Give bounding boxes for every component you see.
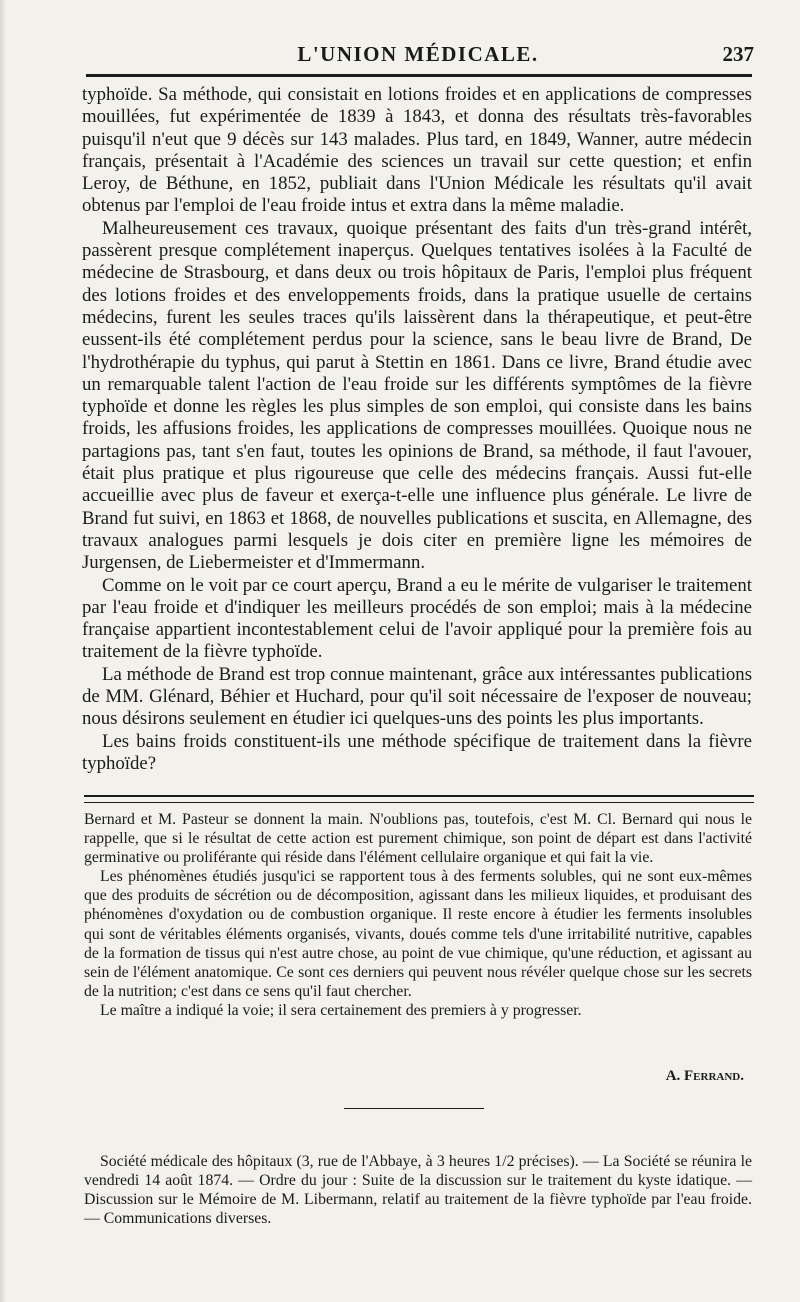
footnote-block <box>84 810 752 1020</box>
notice-paragraph: Société médicale des hôpitaux (3, rue de l'Abbaye, à 3 heures 1/2 précises). — La Société se réunira le vendredi 14 août 1874. — Ordre du jour : Suite de la discussion sur le traitement du kyste idatique. — Discussion sur le Mémoire de M. Libermann, relatif au traitement de la fièvre typhoïde par l'eau froide. — Communications diverses. <box>84 1153 752 1228</box>
header-rule <box>86 74 752 77</box>
main-body-text <box>82 84 752 775</box>
footnote-paragraph: Les phénomènes étudiés jusqu'ici se rapportent tous à des ferments solubles, qui ne sont eux-mêmes que des produits de sécrétion ou de décomposition, agissant dans les milieux liquides, et produisant des phénomènes d'oxydation ou de combustion organique. Il reste encore à étudier les ferments insolubles qui sont de véritables éléments organisés, vivants, doués comme tels d'une irritabilité nutritive, capables de la formation de tissus qui n'est autre chose, au point de vue chimique, qu'une réduction, et agissant au sein de l'élément anatomique. Ce sont ces derniers qui peuvent nous révéler quelque chose sur les secrets de la nutrition; c'est dans ce sens qu'il faut chercher. <box>84 868 752 1000</box>
society-notice <box>84 1152 752 1228</box>
footnote-separator-rule <box>84 795 754 803</box>
paragraph: Malheureusement ces travaux, quoique présentant des faits d'un très-grand intérêt, passèrent presque complétement inaperçus. Quelques tentatives isolées à la Faculté de médecine de Strasbourg, et dans deux ou trois hôpitaux de Paris, l'emploi plus fréquent des lotions froides et des enveloppements froids, dans la pratique usuelle de certains médecins, furent les seules traces qu'ils laissèrent dans la thérapeutique, et peut-être eussent-ils été complétement perdus pour la science, sans le beau livre de Brand, De l'hydrothérapie du typhus, qui parut à Stettin en 1861. Dans ce livre, Brand étudie avec un remarquable talent l'action de l'eau froide sur les différents symptômes de la fièvre typhoïde et donne les règles les plus simples de son emploi, qui consiste dans les bains froids, les affusions froides, les applications de compresses mouillées. Quoique nous ne partagions pas, tant s'en faut, toutes les opinions de Brand, sa méthode, il faut l'avouer, était plus pratique et plus rigoureuse que celle des médecins français. Aussi fut-elle accueillie avec plus de faveur et exerça-t-elle une influence plus générale. Le livre de Brand fut suivi, en 1863 et 1868, de nouvelles publications et suscita, en Allemagne, des travaux analogues parmi lesquels je dois citer en première ligne les mémoires de Jurgensen, de Liebermeister et d'Immermann. <box>82 217 752 574</box>
paragraph: Les bains froids constituent-ils une méthode spécifique de traitement dans la fièvre typhoïde? <box>82 730 752 774</box>
running-header <box>82 36 754 70</box>
footnote-paragraph: Bernard et M. Pasteur se donnent la main. N'oublions pas, toutefois, c'est M. Cl. Bernard qui nous le rappelle, que si le résultat de cette action est purement chimique, son point de départ est dans l'activité germinative ou proliférante qui réside dans l'élément cellulaire organique et qui fait la vie. <box>84 811 752 867</box>
paragraph: typhoïde. Sa méthode, qui consistait en lotions froides et en applications de compresses mouillées, fut expérimentée de 1839 à 1843, et donna des résultats très-favorables puisqu'il n'eut que 9 décès sur 143 malades. Plus tard, en 1849, Wanner, autre médecin français, présentait à l'Académie des sciences un travail sur cette question; et enfin Leroy, de Béthune, en 1852, publiait dans l'Union Médicale les résultats qu'il avait obtenus par l'emploi de l'eau froide intus et extra dans la même maladie. <box>82 84 752 217</box>
paragraph: La méthode de Brand est trop connue maintenant, grâce aux intéressantes publications de MM. Glénard, Béhier et Huchard, pour qu'il soit nécessaire de l'exposer de nouveau; nous désirons seulement en étudier ici quelques-uns des points les plus importants. <box>82 663 752 730</box>
paragraph: Comme on le voit par ce court aperçu, Brand a eu le mérite de vulgariser le traitement par l'eau froide et d'indiquer les meilleurs procédés de son emploi; mais à la médecine française appartient incontestablement celui de l'avoir appliqué pour la première fois au traitement de la fièvre typhoïde. <box>82 574 752 663</box>
footnote-paragraph: Le maître a indiqué la voie; il sera certainement des premiers à y progresser. <box>100 1001 582 1019</box>
page-number: 237 <box>722 42 754 66</box>
author-signature: A. Ferrand. <box>665 1068 744 1084</box>
section-rule <box>344 1108 484 1109</box>
journal-title: L'UNION MÉDICALE. <box>297 42 539 66</box>
page-edge <box>0 0 6 1302</box>
